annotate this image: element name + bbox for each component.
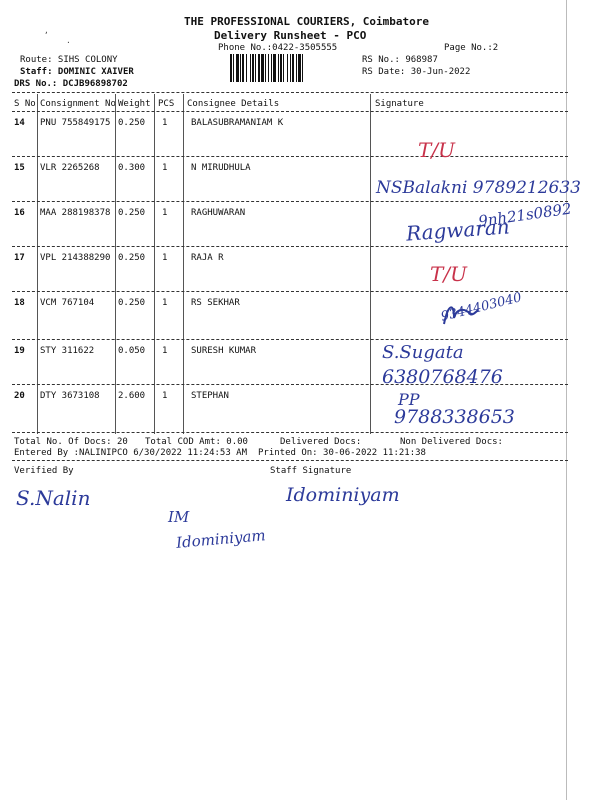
table-row-rule	[12, 339, 568, 340]
barcode-bar	[268, 54, 269, 82]
row-pcs: 1	[162, 298, 168, 308]
row-sno: 19	[14, 346, 25, 356]
row-consignment: VPL 214388290	[40, 253, 111, 263]
column-divider	[154, 94, 155, 434]
barcode-bar	[278, 54, 279, 82]
row-consignment: VCM 767104	[40, 298, 95, 308]
column-divider	[115, 94, 116, 434]
entered-by: Entered By :NALINIPCO 6/30/2022 11:24:53 AM	[14, 448, 247, 458]
row-sno: 17	[14, 253, 25, 263]
handwritten-mark: T/U	[430, 262, 467, 286]
verified-signature: S.Nalin	[16, 486, 91, 510]
row-weight: 2.600	[118, 391, 146, 401]
barcode-bar	[230, 54, 232, 82]
table-row-rule	[12, 201, 568, 202]
row-consignment: VLR 2265268	[40, 163, 100, 173]
col-header-pcs: PCS	[158, 99, 175, 109]
table-row-rule	[12, 246, 568, 247]
col-header-consignee: Consignee Details	[187, 99, 280, 109]
staff-signature-label: Staff Signature	[270, 466, 352, 476]
row-consignee: STEPHAN	[191, 391, 229, 401]
handwritten-signature-scribble	[440, 298, 480, 330]
row-consignment: STY 311622	[40, 346, 95, 356]
row-weight: 0.250	[118, 208, 146, 218]
column-divider	[370, 94, 371, 434]
handwritten-number: 9788338653	[394, 406, 515, 428]
table-row-rule	[12, 156, 568, 157]
row-consignee: RAJA R	[191, 253, 224, 263]
row-pcs: 1	[162, 208, 168, 218]
non-delivered-docs: Non Delivered Docs:	[400, 437, 503, 447]
row-pcs: 1	[162, 346, 168, 356]
row-sno: 15	[14, 163, 25, 173]
barcode-bar	[246, 54, 247, 82]
verified-by-label: Verified By	[14, 466, 74, 476]
col-header-sno: S No	[14, 99, 36, 109]
row-pcs: 1	[162, 391, 168, 401]
row-weight: 0.300	[118, 163, 146, 173]
barcode-bar	[255, 54, 256, 82]
handwritten-name: S.Sugata	[382, 342, 464, 363]
barcode	[230, 54, 352, 82]
table-top-rule	[12, 92, 568, 93]
row-consignee: N MIRUDHULA	[191, 163, 251, 173]
row-pcs: 1	[162, 118, 168, 128]
document-title: Delivery Runsheet - PCO	[214, 29, 367, 42]
row-consignment: DTY 3673108	[40, 391, 100, 401]
barcode-bar	[302, 54, 303, 82]
handwritten-number: 9nh21s0892	[477, 199, 573, 231]
rs-number: RS No.: 968987	[362, 55, 438, 65]
barcode-bar	[240, 54, 241, 82]
row-consignment: MAA 288198378	[40, 208, 111, 218]
stray-mark: ,	[44, 26, 49, 35]
handwritten-signature: Idominiyam	[175, 526, 267, 552]
col-header-consignment: Consignment No	[40, 99, 116, 109]
row-sno: 14	[14, 118, 25, 128]
row-pcs: 1	[162, 253, 168, 263]
barcode-bar	[258, 54, 260, 82]
staff-signature: Idominiyam	[286, 484, 400, 506]
table-row-rule	[12, 291, 568, 292]
col-header-signature: Signature	[375, 99, 424, 109]
handwritten-note: NSBalakni 9789212633	[376, 178, 581, 198]
col-header-weight: Weight	[118, 99, 151, 109]
staff-name: Staff: DOMINIC XAIVER	[20, 67, 134, 77]
row-consignment: PNU 755849175	[40, 118, 111, 128]
barcode-bar	[280, 54, 282, 82]
handwritten-mark: PP	[398, 390, 420, 409]
row-sno: 16	[14, 208, 25, 218]
row-consignee: RAGHUWARAN	[191, 208, 246, 218]
barcode-bar	[290, 54, 291, 82]
row-pcs: 1	[162, 163, 168, 173]
handwritten-initials: IM	[168, 508, 190, 526]
column-divider	[183, 94, 184, 434]
rs-date: RS Date: 30-Jun-2022	[362, 67, 471, 77]
column-divider	[37, 94, 38, 434]
row-consignee: RS SEKHAR	[191, 298, 240, 308]
barcode-bar	[250, 54, 251, 82]
handwritten-number: 9344403040	[439, 290, 524, 325]
handwritten-mark: T/U	[418, 138, 455, 162]
page-edge-line	[566, 0, 567, 800]
drs-number: DRS No.: DCJB96898702	[14, 79, 128, 89]
handwritten-name: Ragwaran	[405, 214, 511, 246]
row-weight: 0.250	[118, 118, 146, 128]
barcode-bar	[242, 54, 244, 82]
table-row-rule	[12, 111, 568, 112]
row-weight: 0.250	[118, 298, 146, 308]
row-weight: 0.050	[118, 346, 146, 356]
row-sno: 18	[14, 298, 25, 308]
row-sno: 20	[14, 391, 25, 401]
route: Route: SIHS COLONY	[20, 55, 118, 65]
barcode-bar	[283, 54, 284, 82]
barcode-bar	[296, 54, 297, 82]
stray-mark: ·	[66, 38, 71, 47]
footer-rule	[12, 460, 568, 461]
total-docs: Total No. Of Docs: 20	[14, 437, 128, 447]
barcode-bar	[252, 54, 254, 82]
barcode-bar	[273, 54, 276, 82]
barcode-bar	[292, 54, 294, 82]
barcode-bar	[233, 54, 234, 82]
delivered-docs: Delivered Docs:	[280, 437, 362, 447]
row-weight: 0.250	[118, 253, 146, 263]
phone-number: Phone No.:0422-3505555	[218, 43, 338, 53]
barcode-bar	[271, 54, 272, 82]
barcode-bar	[236, 54, 239, 82]
row-consignee: BALASUBRAMANIAM K	[191, 118, 284, 128]
barcode-bar	[265, 54, 266, 82]
barcode-bar	[261, 54, 264, 82]
handwritten-number: 6380768476	[382, 366, 503, 388]
printed-on: Printed On: 30-06-2022 11:21:38	[258, 448, 426, 458]
barcode-bar	[298, 54, 301, 82]
row-consignee: SURESH KUMAR	[191, 346, 257, 356]
total-cod: Total COD Amt: 0.00	[145, 437, 248, 447]
barcode-bar	[287, 54, 288, 82]
company-name: THE PROFESSIONAL COURIERS, Coimbatore	[184, 15, 430, 28]
table-bottom-rule	[12, 432, 568, 433]
page-number: Page No.:2	[444, 43, 499, 53]
